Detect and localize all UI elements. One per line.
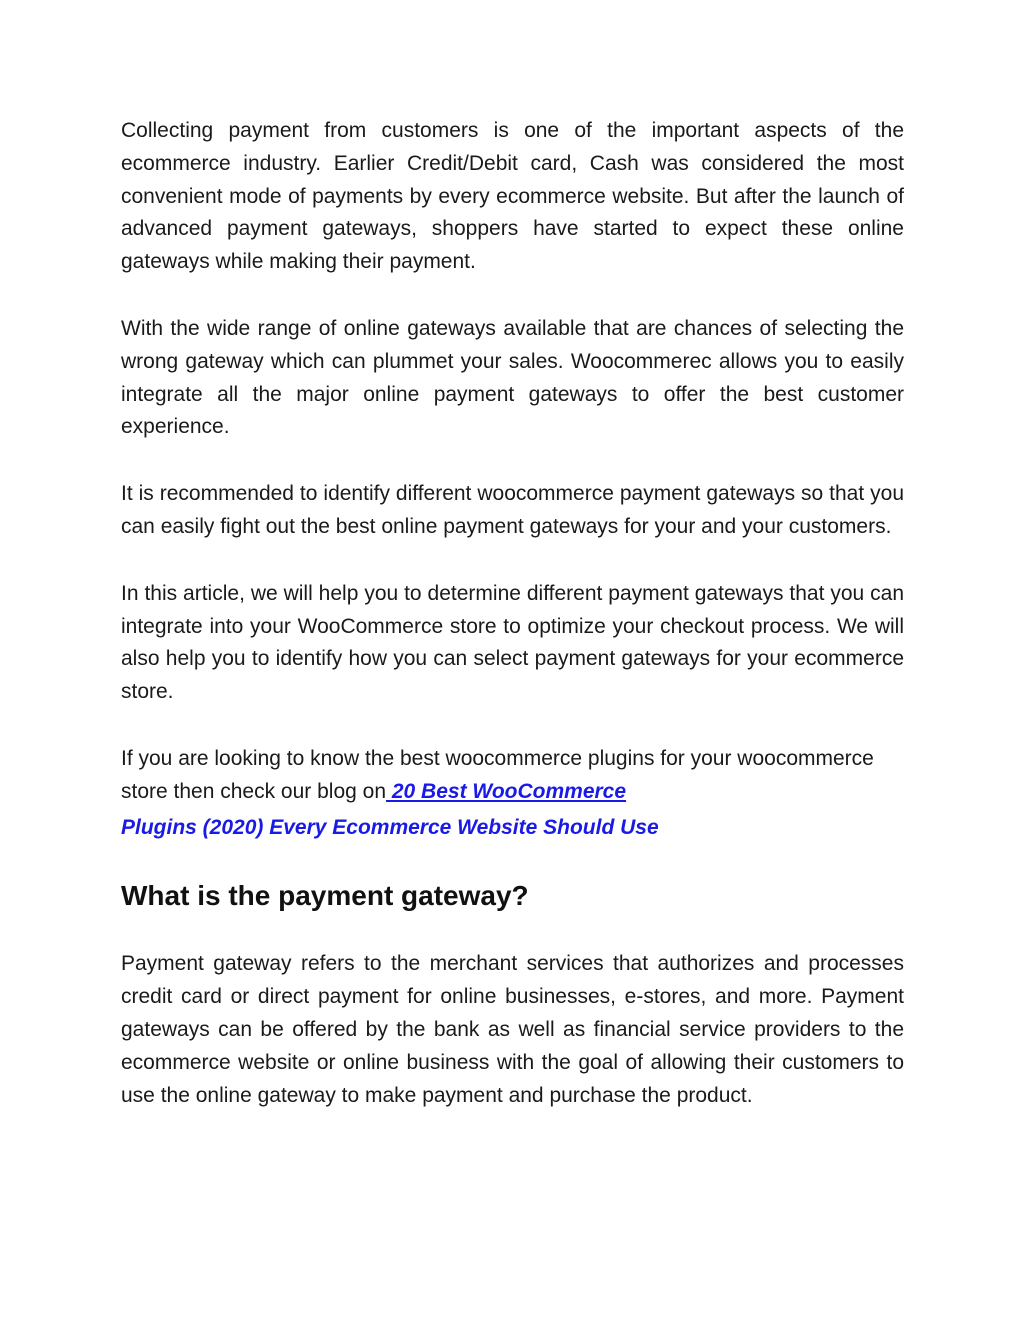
plugins-blog-paragraph bbox=[121, 743, 904, 844]
article-scope-paragraph: In this article, we will help you to determine different payment gateways that you can integrate into your WooCommerce store to optimize your checkout process. We will also help you to identify how you can select payment gateways for your ecommerce store. bbox=[121, 581, 904, 704]
best-plugins-link-line2: Plugins (2020) Every Ecommerce Website Should Use bbox=[121, 815, 659, 839]
plugins-blog-text: If you are looking to know the best woocommerce plugins for your woocommerce store then check our blog on bbox=[121, 746, 874, 803]
best-plugins-link-line1: 20 Best WooCommerce bbox=[386, 779, 627, 803]
section-heading: What is the payment gateway? bbox=[121, 880, 529, 912]
intro-paragraph: Collecting payment from customers is one of the important aspects of the ecommerce industry. Earlier Credit/Debit card, Cash was considered the most convenient mode of payments by every ecommerce website. But after the launch of advanced payment gateways, shoppers have started to expect these online gateways while making their payment. bbox=[121, 119, 904, 274]
recommendation-paragraph: It is recommended to identify different woocommerce payment gateways so that you can easily fight out the best online payment gateways for your and your customers. bbox=[121, 482, 904, 538]
document-page bbox=[121, 115, 904, 1146]
payment-gateway-definition-paragraph: Payment gateway refers to the merchant services that authorizes and processes credit card or direct payment for online businesses, e-stores, and more. Payment gateways can be offered by the bank as well as financial service providers to the ecommerce website or online business with the goal of allowing their customers to use the online gateway to make payment and purchase the product. bbox=[121, 952, 904, 1107]
gateway-range-paragraph: With the wide range of online gateways available that are chances of selecting the wrong gateway which can plummet your sales. Woocommerec allows you to easily integrate all the major online payment gateways to offer the best customer experience. bbox=[121, 316, 904, 439]
